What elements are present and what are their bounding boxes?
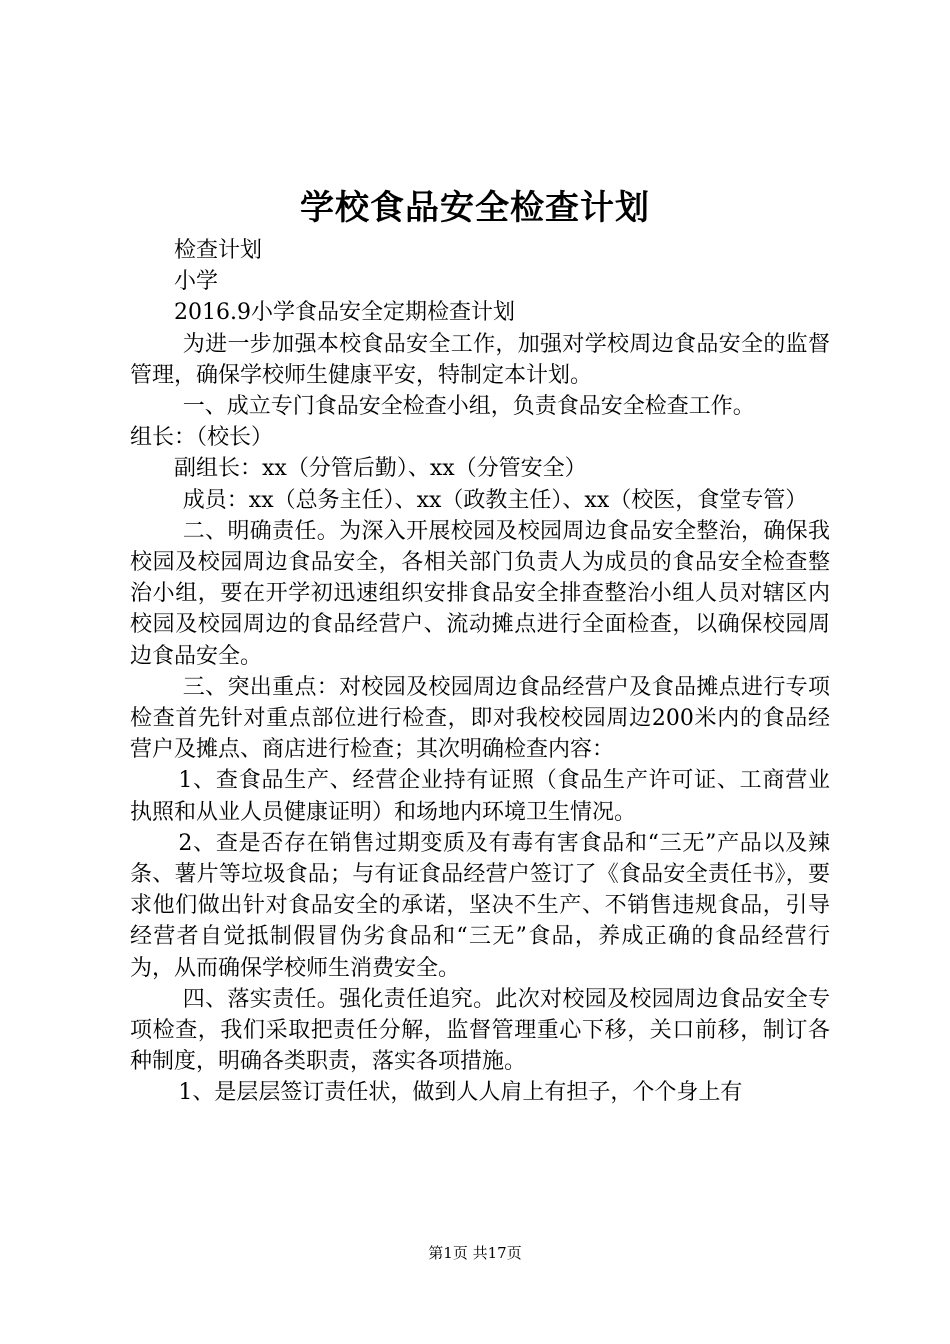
paragraph-section-3: 三、突出重点：对校园及校园周边食品经营户及食品摊点进行专项检查首先针对重点部位进行检查，即对我校校园周边200米内的食品经营户及摊点、商店进行检查；其次明确检查内容： xyxy=(130,674,830,763)
paragraph-section-4: 四、落实责任。强化责任追究。此次对校园及校园周边食品安全专项检查，我们采取把责任分解，监督管理重心下移，关口前移，制订各种制度，明确各类职责，落实各项措施。 xyxy=(130,986,830,1075)
paragraph-section-1: 一、成立专门食品安全检查小组，负责食品安全检查工作。 xyxy=(182,394,755,420)
paragraph-intro: 为进一步加强本校食品安全工作，加强对学校周边食品安全的监督管理，确保学校师生健康平安，特制定本计划。 xyxy=(130,331,830,388)
document-body xyxy=(130,235,830,1109)
paragraph-item-4-1: 1、是层层签订责任状，做到人人肩上有担子，个个身上有 xyxy=(178,1080,743,1106)
paragraph-section-2: 二、明确责任。为深入开展校园及校园周边食品安全整治，确保我校园及校园周边食品安全，各相关部门负责人为成员的食品安全检查整治小组，要在开学初迅速组织安排食品安全排查整治小组人员对辖区内校园及校园周边的食品经营户、流动摊点进行全面检查，以确保校园周边食品安全。 xyxy=(130,518,830,669)
page-footer: 第1页 共17页 xyxy=(428,1244,522,1262)
paragraph-heading-plan: 检查计划 xyxy=(174,238,263,263)
paragraph-deputy-leader: 副组长：xx（分管后勤）、xx（分管安全） xyxy=(174,456,587,482)
paragraph-item-1: 1、查食品生产、经营企业持有证照（食品生产许可证、工商营业执照和从业人员健康证明）和场地内环境卫生情况。 xyxy=(130,768,830,825)
paragraph-item-2: 2、查是否存在销售过期变质及有毒有害食品和“三无”产品以及辣条、薯片等垃圾食品；与有证食品经营户签订了《食品安全责任书》，要求他们做出针对食品安全的承诺，坚决不生产、不销售违规食品，引导经营者自觉抵制假冒伪劣食品和“三无”食品，养成正确的食品经营行为，从而确保学校师生消费安全。 xyxy=(130,830,830,981)
paragraph-members: 成员：xx（总务主任）、xx（政教主任）、xx（校医，食堂专管） xyxy=(182,487,808,513)
paragraph-school: 小学 xyxy=(174,269,219,295)
paragraph-leader: 组长：（校长） xyxy=(130,425,274,451)
document-title: 学校食品安全检查计划 xyxy=(300,188,650,228)
paragraph-plan-name: 2016.9小学食品安全定期检查计划 xyxy=(174,300,515,326)
